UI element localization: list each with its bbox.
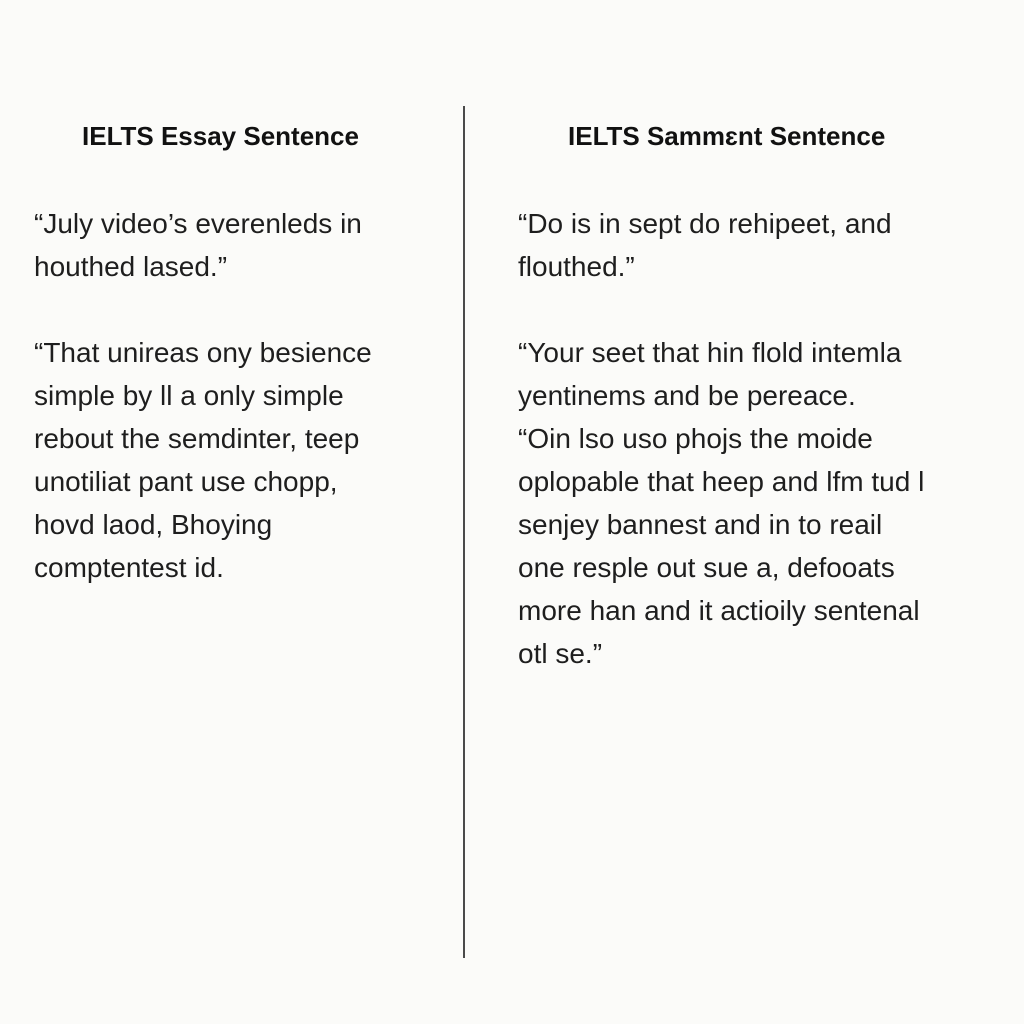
right-column-title: IELTS Sammɛnt Sentence (568, 121, 886, 151)
text-line: unotiliat pant use chopp, (34, 466, 338, 497)
text-line: houthed lased.” (34, 251, 228, 282)
text-line: otl se.” (518, 638, 603, 669)
text-line: yentinems and be pereace. (518, 380, 856, 411)
text-line: more han and it actioily sentenal (518, 595, 920, 626)
right-paragraph-1 (518, 202, 998, 288)
left-column (34, 118, 444, 589)
text-line: rebout the semdinter, teep (34, 423, 360, 454)
text-line: “July video’s everenleds in (34, 208, 362, 239)
left-paragraph-1 (34, 202, 444, 288)
text-line: oplopable that heep and lfm tud l (518, 466, 925, 497)
text-line: senjey bannest and in to reail (518, 509, 883, 540)
column-divider (463, 106, 465, 958)
text-line: “Do is in sept do rehipeet, and (518, 208, 892, 239)
right-paragraph-2 (518, 331, 998, 675)
text-line: “That unireas ony besience (34, 337, 372, 368)
text-line: “Your seet that hin flold intemla (518, 337, 902, 368)
text-line: flouthed.” (518, 251, 635, 282)
text-line: comptentest id. (34, 552, 224, 583)
text-line: simple by ll a only simple (34, 380, 344, 411)
left-column-title: IELTS Essay Sentence (82, 121, 359, 151)
text-line: “Oin lso uso phojs the moide (518, 423, 873, 454)
text-line: one resple out sue a, defooats (518, 552, 895, 583)
left-paragraph-2 (34, 331, 444, 589)
right-column (518, 118, 998, 675)
text-line: hovd laod, Bhoying (34, 509, 273, 540)
